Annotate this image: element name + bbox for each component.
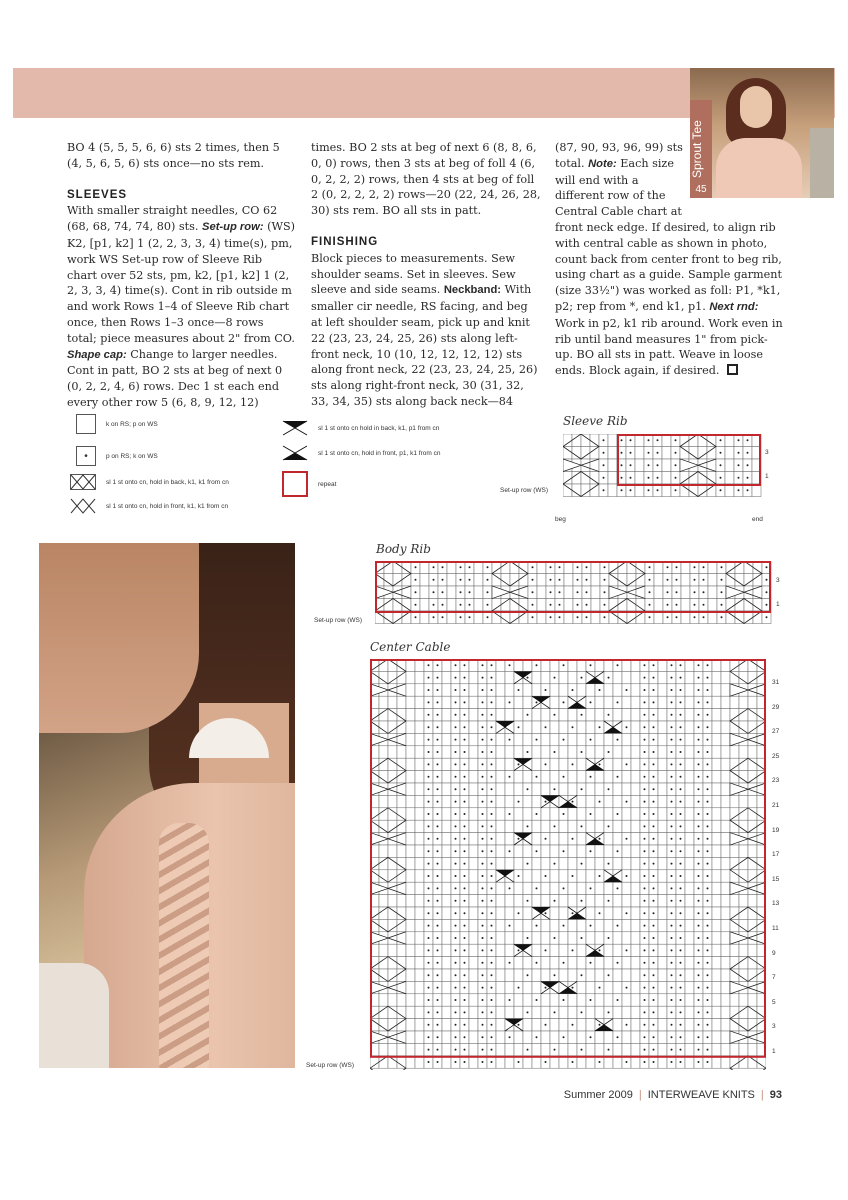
sleeve-cap-paragraph: times. BO 2 sts at beg of next 6 (8, 8, 6, 0, 0) rows, then 3 sts at beg of foll 4 (6, 0, 2, 2, 2) rows, then 4 sts at beg of foll 2 (0, 2, 2, 2, 2) rows—20 (22, 24, 26, 28, 30) sts rem. BO all sts in patt. xyxy=(311,141,541,218)
body-rib-chart xyxy=(375,561,773,625)
body-rib-title: Body Rib xyxy=(376,542,431,556)
left-twist-purl-symbol-icon xyxy=(282,445,308,461)
key-repeat: repeat xyxy=(282,471,336,497)
magazine-name: INTERWEAVE KNITS xyxy=(647,1089,755,1101)
center-cable-chart xyxy=(370,659,766,1070)
pattern-number: 45 xyxy=(695,184,707,195)
sleeves-heading: SLEEVES xyxy=(67,188,128,201)
left-cross-symbol-icon xyxy=(70,498,96,514)
sleeve-rib-row-1: 1 xyxy=(765,473,769,480)
center-cable-row-25: 25 xyxy=(772,752,780,760)
center-cable-setup-label: Set-up row (WS) xyxy=(306,1062,355,1069)
text-column-1 xyxy=(67,140,295,411)
center-cable-row-23: 23 xyxy=(772,777,780,785)
center-cable-row-5: 5 xyxy=(772,998,776,1006)
finishing-heading: FINISHING xyxy=(311,235,379,248)
end-mark-icon xyxy=(727,364,738,375)
center-cable-row-15: 15 xyxy=(772,875,780,883)
page-number: 93 xyxy=(769,1089,782,1101)
page-footer: Summer 2009 | INTERWEAVE KNITS | 93 xyxy=(563,1089,782,1101)
text-column-2 xyxy=(311,140,541,410)
right-cross-symbol-icon xyxy=(70,474,96,490)
center-cable-row-11: 11 xyxy=(772,925,779,932)
sleeve-rib-beg-label: beg xyxy=(555,516,566,523)
knit-symbol-icon xyxy=(76,414,96,434)
sleeve-rib-title: Sleeve Rib xyxy=(563,414,628,428)
sleeve-rib-end-label: end xyxy=(752,516,763,523)
key-t2f: sl 1 st onto cn, hold in front, p1, k1 from cn xyxy=(282,445,440,461)
sleeve-rib-setup-label: Set-up row (WS) xyxy=(500,487,549,494)
key-purl: • p on RS; k on WS xyxy=(76,446,158,466)
center-cable-row-13: 13 xyxy=(772,900,780,908)
center-cable-row-1: 1 xyxy=(772,1048,776,1055)
center-cable-row-21: 21 xyxy=(772,802,780,809)
center-cable-row-9: 9 xyxy=(772,949,776,957)
sleeve-rib-chart xyxy=(563,434,763,498)
key-t2b: sl 1 st onto cn hold in back, k1, p1 from cn xyxy=(282,420,439,436)
center-cable-row-31: 31 xyxy=(772,679,780,686)
body-rib-row-3: 3 xyxy=(776,577,780,584)
key-knit: k on RS; p on WS xyxy=(76,414,158,434)
repeat-box-icon xyxy=(282,471,308,497)
sweater-detail-photo xyxy=(39,543,295,1068)
center-cable-row-27: 27 xyxy=(772,728,780,736)
center-cable-title: Center Cable xyxy=(370,640,451,654)
text-column-3 xyxy=(555,140,785,379)
sleeves-paragraph: With smaller straight needles, CO 62 (68, 68, 74, 74, 80) sts. Set-up row: (WS) K2, [p1, k2] 1 (2, 2, 3, 3, 4) time(s), pm, work WS Set-up row of Sleeve Rib chart over 52 sts, pm, k2, [p1, k2] 1 (2, 2, 3, 3, 4) time(s). Cont in rib outside m and work Rows 1–4 of Sleeve Rib chart once, then Rows 1–3 once—8 rows total; piece measures about 2" from CO. Shape cap: Change to larger needles. Cont in patt, BO 2 sts at beg of next 0 (0, 2, 2, 4, 6) rows. Dec 1 st each end every other row 5 (6, 8, 9, 12, 12) xyxy=(67,204,296,409)
bo-paragraph: BO 4 (5, 5, 5, 6, 6) sts 2 times, then 5 (4, 5, 6, 5, 6) sts once—no sts rem. xyxy=(67,141,280,170)
sleeve-rib-row-3: 3 xyxy=(765,449,769,456)
purl-symbol-icon: • xyxy=(76,446,96,466)
center-cable-row-3: 3 xyxy=(772,1023,776,1031)
neckband-rib-paragraph: front neck edge. If desired, to align rib with central cable as shown in photo, count back from center front to beg rib, using chart as a guide. Sample garment (size 33½") was worked as foll: P1, *k1, p2; rep from *, end k1, p1. Next rnd: Work in p2, k1 rib around. Work even in rib until band measures 1" from pick-up. BO all sts in patt. Weave in loose ends. Block again, if desired. xyxy=(555,220,783,378)
right-twist-purl-symbol-icon xyxy=(282,420,308,436)
body-rib-row-1: 1 xyxy=(776,601,780,608)
key-c2f: sl 1 st onto cn, hold in front, k1, k1 from cn xyxy=(70,498,228,514)
center-cable-row-19: 19 xyxy=(772,826,780,834)
center-cable-row-7: 7 xyxy=(772,974,776,982)
issue-label: Summer 2009 xyxy=(563,1089,633,1101)
key-c2b: sl 1 st onto cn, hold in back, k1, k1 from cn xyxy=(70,474,229,490)
body-rib-setup-label: Set-up row (WS) xyxy=(314,617,363,624)
pattern-title: Sprout Tee xyxy=(690,120,704,178)
center-cable-row-17: 17 xyxy=(772,851,780,859)
finishing-paragraph: Block pieces to measurements. Sew shoulder seams. Set in sleeves. Sew sleeve and side seams. Neckband: With smaller cir needle, RS facing, and beg at left shoulder seam, pick up and knit 22 (23, 23, 24, 25, 26) sts along left-front neck, 10 (10, 12, 12, 12, 12) sts along front neck, 22 (23, 23, 24, 25, 26) sts along right-front neck, 30 (31, 32, 33, 34, 35) sts along back neck—84 xyxy=(311,251,538,408)
center-cable-row-29: 29 xyxy=(772,703,780,711)
neckband-total-paragraph: (87, 90, 93, 96, 99) sts total. Note: Each size will end with a different row of the Central Cable chart at xyxy=(555,141,683,219)
